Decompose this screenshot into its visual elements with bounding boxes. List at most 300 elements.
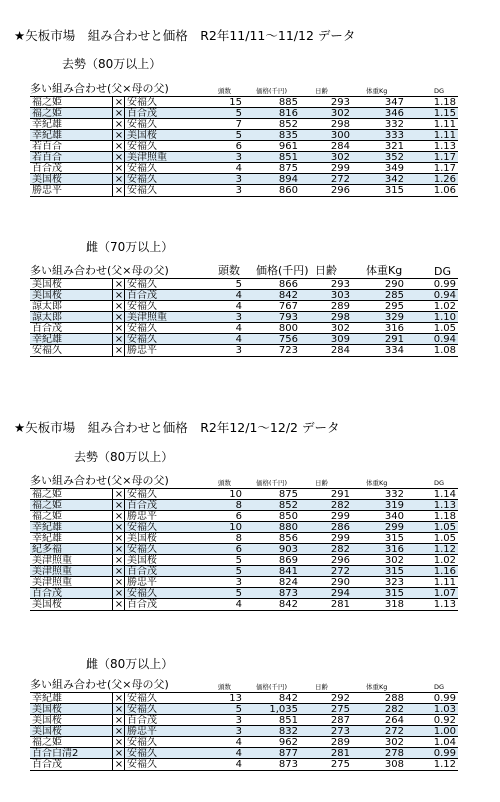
cell-heads: 6 bbox=[235, 141, 242, 152]
section-1-group-2-subtitle: 雌（70万以上） bbox=[86, 240, 174, 254]
cell-dg: 1.18 bbox=[433, 97, 456, 108]
cell-sire: 百合茂 bbox=[32, 588, 62, 599]
table-row bbox=[30, 334, 458, 345]
header-col-4: 体重Kg bbox=[366, 479, 388, 487]
cell-price: 962 bbox=[278, 737, 298, 748]
cell-weight: 288 bbox=[384, 693, 404, 704]
cell-heads: 4 bbox=[235, 748, 242, 759]
table-body bbox=[30, 278, 458, 357]
cell-sire: 福之姫 bbox=[32, 737, 62, 748]
cell-dg: 1.05 bbox=[433, 323, 456, 334]
cell-dg: 1.17 bbox=[433, 152, 456, 163]
cell-dg: 1.18 bbox=[433, 511, 456, 522]
cell-weight: 333 bbox=[384, 130, 404, 141]
cell-x: × bbox=[112, 500, 125, 511]
cell-dg: 1.06 bbox=[433, 185, 456, 196]
cell-weight: 272 bbox=[384, 726, 404, 737]
header-col-5: DG bbox=[434, 265, 451, 278]
cell-dam: 百合茂 bbox=[124, 566, 197, 577]
table-row bbox=[30, 693, 458, 704]
cell-weight: 315 bbox=[384, 588, 404, 599]
table-row bbox=[30, 715, 458, 726]
cell-dg: 1.11 bbox=[433, 130, 456, 141]
cell-x: × bbox=[112, 726, 125, 737]
cell-dg: 0.99 bbox=[433, 279, 456, 290]
cell-dam: 安福久 bbox=[124, 141, 197, 152]
cell-heads: 4 bbox=[235, 599, 242, 610]
table-row bbox=[30, 312, 458, 323]
cell-sire: 幸紀雄 bbox=[32, 130, 62, 141]
cell-age: 282 bbox=[330, 544, 350, 555]
cell-heads: 3 bbox=[235, 345, 242, 356]
cell-age: 282 bbox=[330, 500, 350, 511]
cell-weight: 291 bbox=[384, 334, 404, 345]
cell-heads: 4 bbox=[235, 290, 242, 301]
cell-price: 832 bbox=[278, 726, 298, 737]
cell-heads: 4 bbox=[235, 323, 242, 334]
table-row bbox=[30, 566, 458, 577]
cell-sire: 福之姫 bbox=[32, 97, 62, 108]
cell-heads: 10 bbox=[229, 522, 242, 533]
cell-x: × bbox=[112, 108, 125, 119]
section-2-group-2-subtitle: 雌（80万以上） bbox=[86, 657, 174, 671]
cell-dam: 百合茂 bbox=[124, 715, 197, 726]
cell-age: 292 bbox=[330, 693, 350, 704]
cell-weight: 264 bbox=[384, 715, 404, 726]
cell-heads: 5 bbox=[235, 555, 242, 566]
cell-dam: 勝忠平 bbox=[124, 577, 197, 588]
cell-x: × bbox=[112, 312, 125, 323]
cell-weight: 352 bbox=[384, 152, 404, 163]
cell-dam: 安福久 bbox=[124, 334, 197, 345]
cell-sire: 若百合 bbox=[32, 141, 62, 152]
cell-heads: 4 bbox=[235, 301, 242, 312]
cell-weight: 285 bbox=[384, 290, 404, 301]
cell-heads: 3 bbox=[235, 312, 242, 323]
cell-age: 275 bbox=[330, 759, 350, 770]
cell-price: 800 bbox=[278, 323, 298, 334]
table-s1-heifers bbox=[30, 264, 458, 357]
cell-weight: 349 bbox=[384, 163, 404, 174]
cell-heads: 5 bbox=[235, 704, 242, 715]
cell-price: 793 bbox=[278, 312, 298, 323]
cell-dam: 美津照重 bbox=[124, 312, 197, 323]
cell-dam: 百合茂 bbox=[124, 290, 197, 301]
table-row bbox=[30, 522, 458, 533]
cell-x: × bbox=[112, 185, 125, 196]
cell-dam: 勝忠平 bbox=[124, 511, 197, 522]
header-col-5: DG bbox=[434, 683, 445, 691]
header-col-5: DG bbox=[434, 479, 445, 487]
cell-dg: 1.02 bbox=[433, 301, 456, 312]
table-row bbox=[30, 704, 458, 715]
cell-heads: 3 bbox=[235, 577, 242, 588]
cell-x: × bbox=[112, 715, 125, 726]
cell-weight: 321 bbox=[384, 141, 404, 152]
header-col-1: 頭数 bbox=[218, 683, 231, 691]
cell-sire: 幸紀雄 bbox=[32, 693, 62, 704]
table-row bbox=[30, 345, 458, 356]
cell-age: 290 bbox=[330, 577, 350, 588]
cell-dam: 美国桜 bbox=[124, 533, 197, 544]
header-col-2: 価格(千円) bbox=[256, 479, 288, 487]
cell-age: 300 bbox=[330, 130, 350, 141]
table-row bbox=[30, 533, 458, 544]
cell-price: 816 bbox=[278, 108, 298, 119]
header-col-2: 価格(千円) bbox=[256, 683, 288, 691]
cell-price: 852 bbox=[278, 119, 298, 130]
cell-weight: 315 bbox=[384, 533, 404, 544]
table-body bbox=[30, 692, 458, 771]
cell-age: 302 bbox=[330, 108, 350, 119]
cell-heads: 3 bbox=[235, 185, 242, 196]
cell-price: 869 bbox=[278, 555, 298, 566]
cell-x: × bbox=[112, 130, 125, 141]
cell-dg: 1.14 bbox=[433, 489, 456, 500]
table-header bbox=[30, 474, 458, 488]
cell-sire: 若百合 bbox=[32, 152, 62, 163]
cell-price: 767 bbox=[278, 301, 298, 312]
cell-x: × bbox=[112, 301, 125, 312]
cell-x: × bbox=[112, 577, 125, 588]
cell-sire: 百合茂 bbox=[32, 323, 62, 334]
table-s2-heifers bbox=[30, 678, 458, 771]
cell-price: 851 bbox=[278, 152, 298, 163]
cell-sire: 諒太郎 bbox=[32, 312, 62, 323]
cell-dg: 1.17 bbox=[433, 163, 456, 174]
cell-dam: 安福久 bbox=[124, 544, 197, 555]
table-row bbox=[30, 748, 458, 759]
cell-x: × bbox=[112, 345, 125, 356]
cell-heads: 4 bbox=[235, 759, 242, 770]
cell-dam: 安福久 bbox=[124, 489, 197, 500]
cell-heads: 5 bbox=[235, 130, 242, 141]
header-col-1: 頭数 bbox=[218, 479, 231, 487]
cell-x: × bbox=[112, 97, 125, 108]
table-row bbox=[30, 759, 458, 770]
cell-heads: 6 bbox=[235, 511, 242, 522]
cell-heads: 8 bbox=[235, 533, 242, 544]
cell-dg: 1.15 bbox=[433, 108, 456, 119]
cell-dam: 勝忠平 bbox=[124, 345, 197, 356]
cell-dam: 安福久 bbox=[124, 759, 197, 770]
table-row bbox=[30, 544, 458, 555]
cell-sire: 美国桜 bbox=[32, 599, 62, 610]
cell-dg: 1.08 bbox=[433, 345, 456, 356]
cell-sire: 福之姫 bbox=[32, 108, 62, 119]
cell-weight: 299 bbox=[384, 522, 404, 533]
cell-heads: 6 bbox=[235, 544, 242, 555]
cell-price: 856 bbox=[278, 533, 298, 544]
cell-age: 272 bbox=[330, 174, 350, 185]
table-row bbox=[30, 737, 458, 748]
cell-sire: 幸紀雄 bbox=[32, 533, 62, 544]
cell-x: × bbox=[112, 141, 125, 152]
cell-dam: 安福久 bbox=[124, 323, 197, 334]
cell-dg: 1.02 bbox=[433, 555, 456, 566]
cell-price: 851 bbox=[278, 715, 298, 726]
table-header bbox=[30, 264, 458, 278]
cell-price: 850 bbox=[278, 511, 298, 522]
cell-sire: 紀多福 bbox=[32, 544, 62, 555]
header-col-2: 価格(千円) bbox=[256, 264, 309, 277]
cell-age: 299 bbox=[330, 511, 350, 522]
table-body bbox=[30, 96, 458, 197]
cell-sire: 福之姫 bbox=[32, 500, 62, 511]
cell-price: 824 bbox=[278, 577, 298, 588]
cell-age: 302 bbox=[330, 323, 350, 334]
table-row bbox=[30, 141, 458, 152]
cell-heads: 4 bbox=[235, 163, 242, 174]
cell-dg: 1.03 bbox=[433, 704, 456, 715]
cell-weight: 323 bbox=[384, 577, 404, 588]
cell-weight: 290 bbox=[384, 279, 404, 290]
cell-heads: 3 bbox=[235, 174, 242, 185]
cell-weight: 316 bbox=[384, 323, 404, 334]
cell-price: 875 bbox=[278, 163, 298, 174]
cell-sire: 百合白清2 bbox=[32, 748, 79, 759]
cell-dg: 0.99 bbox=[433, 693, 456, 704]
cell-price: 842 bbox=[278, 290, 298, 301]
cell-x: × bbox=[112, 566, 125, 577]
cell-x: × bbox=[112, 704, 125, 715]
table-row bbox=[30, 577, 458, 588]
cell-dg: 0.99 bbox=[433, 748, 456, 759]
cell-price: 842 bbox=[278, 599, 298, 610]
cell-dg: 1.13 bbox=[433, 599, 456, 610]
cell-x: × bbox=[112, 533, 125, 544]
table-row bbox=[30, 290, 458, 301]
cell-sire: 美国桜 bbox=[32, 290, 62, 301]
cell-x: × bbox=[112, 748, 125, 759]
cell-age: 287 bbox=[330, 715, 350, 726]
header-combination: 多い組み合わせ(父×母の父) bbox=[30, 264, 169, 277]
cell-heads: 13 bbox=[229, 693, 242, 704]
header-col-4: 体重Kg bbox=[366, 683, 388, 691]
cell-dg: 1.16 bbox=[433, 566, 456, 577]
cell-heads: 3 bbox=[235, 715, 242, 726]
table-row bbox=[30, 130, 458, 141]
cell-dg: 0.94 bbox=[433, 290, 456, 301]
table-row bbox=[30, 119, 458, 130]
cell-age: 296 bbox=[330, 185, 350, 196]
cell-price: 841 bbox=[278, 566, 298, 577]
table-row bbox=[30, 108, 458, 119]
cell-dg: 0.92 bbox=[433, 715, 456, 726]
cell-age: 289 bbox=[330, 301, 350, 312]
table-row bbox=[30, 599, 458, 610]
cell-age: 298 bbox=[330, 119, 350, 130]
table-row bbox=[30, 500, 458, 511]
cell-age: 309 bbox=[330, 334, 350, 345]
cell-sire: 美津照重 bbox=[32, 566, 72, 577]
cell-x: × bbox=[112, 334, 125, 345]
cell-age: 293 bbox=[330, 97, 350, 108]
table-row bbox=[30, 588, 458, 599]
cell-weight: 282 bbox=[384, 704, 404, 715]
cell-dg: 0.94 bbox=[433, 334, 456, 345]
cell-heads: 5 bbox=[235, 279, 242, 290]
cell-dam: 百合茂 bbox=[124, 108, 197, 119]
cell-dg: 1.05 bbox=[433, 522, 456, 533]
cell-dam: 安福久 bbox=[124, 693, 197, 704]
cell-sire: 幸紀雄 bbox=[32, 522, 62, 533]
table-row bbox=[30, 279, 458, 290]
table-body bbox=[30, 488, 458, 611]
cell-price: 852 bbox=[278, 500, 298, 511]
table-s2-steers bbox=[30, 474, 458, 611]
table-row bbox=[30, 555, 458, 566]
cell-x: × bbox=[112, 555, 125, 566]
section-1-group-1-subtitle: 去勢（80万以上） bbox=[62, 57, 162, 71]
cell-heads: 4 bbox=[235, 737, 242, 748]
cell-heads: 7 bbox=[235, 119, 242, 130]
cell-price: 875 bbox=[278, 489, 298, 500]
cell-weight: 347 bbox=[384, 97, 404, 108]
cell-x: × bbox=[112, 737, 125, 748]
cell-x: × bbox=[112, 759, 125, 770]
cell-sire: 諒太郎 bbox=[32, 301, 62, 312]
cell-heads: 5 bbox=[235, 108, 242, 119]
cell-sire: 美国桜 bbox=[32, 174, 62, 185]
cell-dg: 1.10 bbox=[433, 312, 456, 323]
cell-dam: 安福久 bbox=[124, 522, 197, 533]
cell-dg: 1.26 bbox=[433, 174, 456, 185]
table-header bbox=[30, 678, 458, 692]
table-header bbox=[30, 82, 458, 96]
cell-age: 286 bbox=[330, 522, 350, 533]
cell-dam: 安福久 bbox=[124, 279, 197, 290]
cell-x: × bbox=[112, 323, 125, 334]
section-2-group-1-subtitle: 去勢（80万以上） bbox=[74, 450, 174, 464]
cell-sire: 福之姫 bbox=[32, 511, 62, 522]
cell-weight: 316 bbox=[384, 544, 404, 555]
cell-age: 275 bbox=[330, 704, 350, 715]
cell-price: 860 bbox=[278, 185, 298, 196]
cell-weight: 332 bbox=[384, 119, 404, 130]
cell-dg: 1.07 bbox=[433, 588, 456, 599]
cell-dam: 安福久 bbox=[124, 97, 197, 108]
table-row bbox=[30, 97, 458, 108]
table-row bbox=[30, 726, 458, 737]
cell-dg: 1.12 bbox=[433, 544, 456, 555]
cell-weight: 332 bbox=[384, 489, 404, 500]
cell-dam: 安福久 bbox=[124, 185, 197, 196]
cell-sire: 勝忠平 bbox=[32, 185, 62, 196]
cell-dam: 安福久 bbox=[124, 748, 197, 759]
cell-x: × bbox=[112, 693, 125, 704]
cell-x: × bbox=[112, 599, 125, 610]
cell-dam: 安福久 bbox=[124, 301, 197, 312]
cell-price: 866 bbox=[278, 279, 298, 290]
cell-x: × bbox=[112, 163, 125, 174]
cell-heads: 3 bbox=[235, 152, 242, 163]
cell-price: 880 bbox=[278, 522, 298, 533]
cell-x: × bbox=[112, 588, 125, 599]
cell-age: 302 bbox=[330, 152, 350, 163]
cell-dam: 百合茂 bbox=[124, 500, 197, 511]
cell-heads: 8 bbox=[235, 500, 242, 511]
table-row bbox=[30, 152, 458, 163]
cell-x: × bbox=[112, 119, 125, 130]
cell-weight: 334 bbox=[384, 345, 404, 356]
header-col-2: 価格(千円) bbox=[256, 87, 288, 95]
header-combination: 多い組み合わせ(父×母の父) bbox=[30, 82, 169, 95]
header-col-4: 体重Kg bbox=[366, 87, 388, 95]
cell-dam: 安福久 bbox=[124, 737, 197, 748]
cell-age: 293 bbox=[330, 279, 350, 290]
cell-age: 272 bbox=[330, 566, 350, 577]
cell-sire: 幸紀雄 bbox=[32, 119, 62, 130]
cell-sire: 百合茂 bbox=[32, 163, 62, 174]
cell-sire: 美国桜 bbox=[32, 715, 62, 726]
cell-sire: 美国桜 bbox=[32, 726, 62, 737]
cell-price: 756 bbox=[278, 334, 298, 345]
cell-dg: 1.11 bbox=[433, 577, 456, 588]
header-col-3: 日齢 bbox=[315, 683, 328, 691]
table-s1-steers bbox=[30, 82, 458, 197]
cell-heads: 3 bbox=[235, 726, 242, 737]
header-col-5: DG bbox=[434, 87, 445, 95]
cell-sire: 百合茂 bbox=[32, 759, 62, 770]
cell-price: 1,035 bbox=[269, 704, 298, 715]
cell-weight: 329 bbox=[384, 312, 404, 323]
cell-price: 877 bbox=[278, 748, 298, 759]
cell-x: × bbox=[112, 511, 125, 522]
header-col-3: 日齢 bbox=[315, 264, 337, 277]
cell-age: 281 bbox=[330, 599, 350, 610]
cell-age: 284 bbox=[330, 141, 350, 152]
cell-sire: 美津照重 bbox=[32, 555, 72, 566]
cell-sire: 美津照重 bbox=[32, 577, 72, 588]
table-row bbox=[30, 489, 458, 500]
cell-age: 281 bbox=[330, 748, 350, 759]
header-col-1: 頭数 bbox=[218, 87, 231, 95]
cell-sire: 安福久 bbox=[32, 345, 62, 356]
cell-age: 289 bbox=[330, 737, 350, 748]
cell-weight: 302 bbox=[384, 555, 404, 566]
cell-x: × bbox=[112, 174, 125, 185]
cell-age: 303 bbox=[330, 290, 350, 301]
table-row bbox=[30, 301, 458, 312]
header-col-3: 日齢 bbox=[315, 479, 328, 487]
cell-weight: 319 bbox=[384, 500, 404, 511]
cell-weight: 346 bbox=[384, 108, 404, 119]
section-1-title: ★矢板市場 組み合わせと価格 R2年11/11～11/12 データ bbox=[14, 28, 356, 43]
cell-dg: 1.05 bbox=[433, 533, 456, 544]
header-col-4: 体重Kg bbox=[366, 264, 403, 277]
cell-weight: 315 bbox=[384, 185, 404, 196]
cell-dg: 1.13 bbox=[433, 500, 456, 511]
cell-age: 273 bbox=[330, 726, 350, 737]
cell-dg: 1.12 bbox=[433, 759, 456, 770]
cell-x: × bbox=[112, 279, 125, 290]
cell-age: 299 bbox=[330, 533, 350, 544]
cell-price: 961 bbox=[278, 141, 298, 152]
cell-x: × bbox=[112, 290, 125, 301]
cell-weight: 342 bbox=[384, 174, 404, 185]
cell-price: 842 bbox=[278, 693, 298, 704]
cell-age: 294 bbox=[330, 588, 350, 599]
cell-sire: 幸紀雄 bbox=[32, 334, 62, 345]
cell-x: × bbox=[112, 152, 125, 163]
cell-price: 873 bbox=[278, 588, 298, 599]
cell-dam: 安福久 bbox=[124, 163, 197, 174]
cell-dam: 百合茂 bbox=[124, 599, 197, 610]
header-combination: 多い組み合わせ(父×母の父) bbox=[30, 678, 169, 691]
cell-weight: 295 bbox=[384, 301, 404, 312]
table-row bbox=[30, 511, 458, 522]
